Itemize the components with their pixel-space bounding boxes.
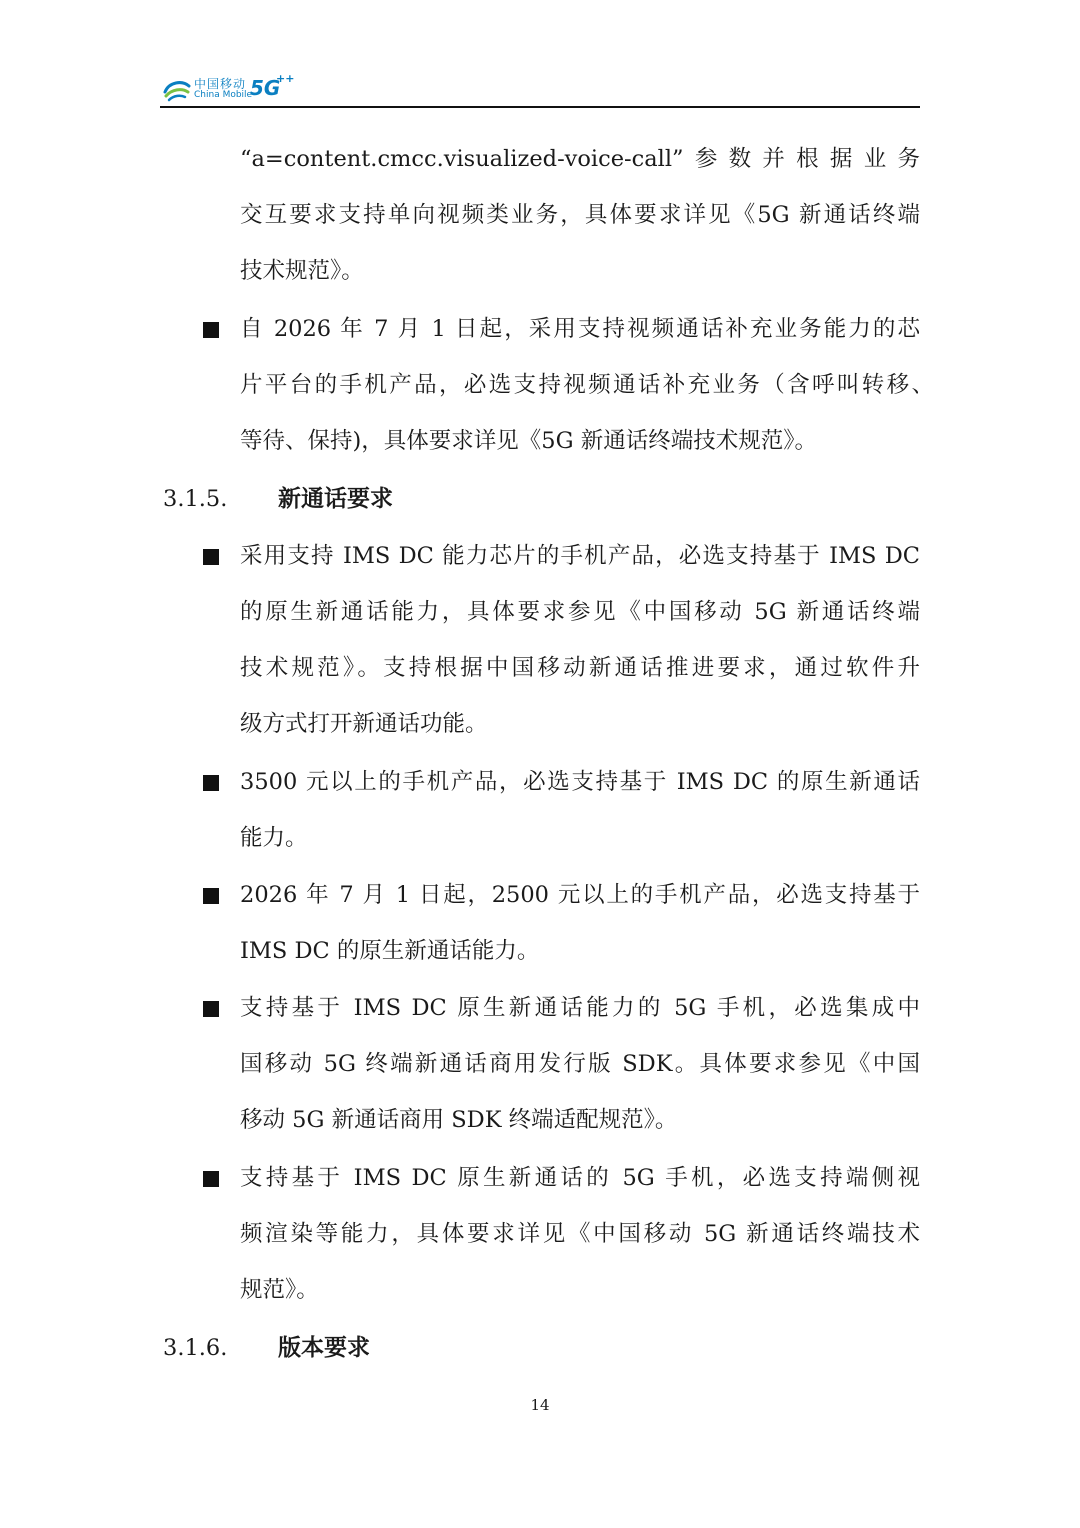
bullet-text-line: 频渲染等能力，具体要求详见《中国移动 5G 新通话终端技术 — [240, 1221, 920, 1247]
section-number: 3.1.6. — [163, 1335, 228, 1361]
logo-text-en: China Mobile — [194, 90, 253, 100]
china-mobile-logo-icon — [162, 76, 192, 102]
bullet-square-icon — [203, 1171, 219, 1187]
bullet-text-line: 2026 年 7 月 1 日起，2500 元以上的手机产品，必选支持基于 — [240, 882, 920, 908]
paragraph-line: 交互要求支持单向视频类业务，具体要求详见《5G 新通话终端 — [240, 202, 920, 228]
logo-text-cn: 中国移动 — [194, 77, 247, 91]
bullet-text-line: 技术规范》。支持根据中国移动新通话推进要求，通过软件升 — [240, 655, 920, 681]
bullet-text-line: 采用支持 IMS DC 能力芯片的手机产品，必选支持基于 IMS DC — [240, 543, 920, 569]
bullet-text-line: 等待、保持)，具体要求详见《5G 新通话终端技术规范》。 — [240, 428, 817, 454]
bullet-text-line: 自 2026 年 7 月 1 日起，采用支持视频通话补充业务能力的芯 — [240, 316, 920, 342]
bullet-text-line: 规范》。 — [240, 1277, 319, 1303]
bullet-square-icon — [203, 322, 219, 338]
page-header — [160, 72, 920, 108]
bullet-square-icon — [203, 549, 219, 565]
paragraph-line: 技术规范》。 — [240, 258, 364, 284]
section-title: 版本要求 — [278, 1334, 370, 1361]
bullet-square-icon — [203, 1001, 219, 1017]
bullet-text-line: 的原生新通话能力，具体要求参见《中国移动 5G 新通话终端 — [240, 599, 920, 625]
logo-5g-mark: 5G — [250, 76, 281, 100]
bullet-square-icon — [203, 775, 219, 791]
bullet-text-line: IMS DC 的原生新通话能力。 — [240, 938, 540, 964]
bullet-text-line: 片平台的手机产品，必选支持视频通话补充业务（含呼叫转移、 — [240, 372, 934, 398]
bullet-text-line: 移动 5G 新通话商用 SDK 终端适配规范》。 — [240, 1107, 678, 1133]
bullet-text-line: 能力。 — [240, 825, 308, 851]
bullet-text-line: 级方式打开新通话功能。 — [240, 711, 488, 737]
bullet-text-line: 支持基于 IMS DC 原生新通话能力的 5G 手机，必选集成中 — [240, 995, 920, 1021]
bullet-text-line: 国移动 5G 终端新通话商用发行版 SDK。具体要求参见《中国 — [240, 1051, 920, 1077]
section-number: 3.1.5. — [163, 486, 228, 512]
bullet-text-line: 3500 元以上的手机产品，必选支持基于 IMS DC 的原生新通话 — [240, 769, 920, 795]
header-divider — [160, 106, 920, 108]
section-title: 新通话要求 — [278, 485, 393, 512]
bullet-square-icon — [203, 888, 219, 904]
bullet-text-line: 支持基于 IMS DC 原生新通话的 5G 手机，必选支持端侧视 — [240, 1165, 920, 1191]
logo-plus-mark: ++ — [276, 72, 295, 85]
page-number: 14 — [530, 1396, 550, 1414]
paragraph-line: “a=content.cmcc.visualized-voice-call”参数并根据业务 — [240, 146, 920, 172]
